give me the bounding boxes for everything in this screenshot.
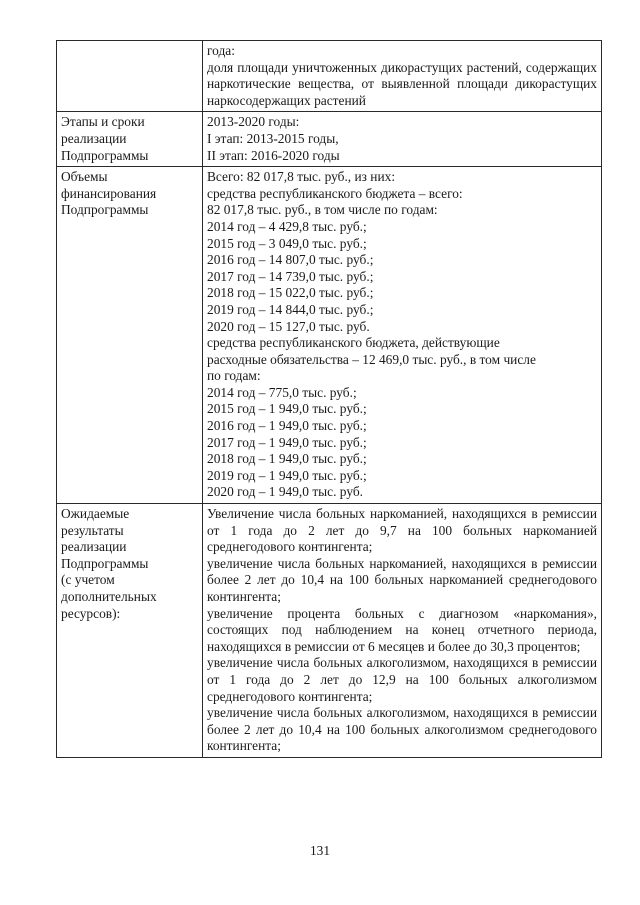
table-row	[57, 41, 602, 112]
content-line: 2014 год – 775,0 тыс. руб.;	[207, 384, 357, 400]
row-content-cell	[203, 167, 602, 504]
content-line: 2017 год – 14 739,0 тыс. руб.;	[207, 268, 374, 284]
content-line: 2015 год – 1 949,0 тыс. руб.;	[207, 401, 367, 417]
content-line: средства республиканского бюджета – всего:	[207, 185, 463, 201]
content-line: по годам:	[207, 368, 261, 384]
passport-table	[56, 40, 602, 758]
page-number: 131	[309, 843, 331, 858]
row-label-line: (с учетом	[61, 572, 115, 588]
row-label-line: Подпрограммы	[61, 202, 149, 218]
content-line: 2020 год – 1 949,0 тыс. руб.	[207, 484, 364, 500]
content-paragraph: Увеличение числа больных наркоманией, находящихся в ремиссии от 1 года до 2 лет до 9,7 на 100 больных наркоманией среднегодового контингента;	[207, 506, 597, 555]
content-line: года:	[207, 43, 235, 58]
row-label-line: финансирования	[61, 185, 157, 201]
table-row	[57, 504, 602, 758]
content-paragraph: увеличение числа больных наркоманией, находящихся в ремиссии более 2 лет до 10,4 на 100 больных наркоманией среднегодового контингента;	[207, 555, 597, 604]
row-label-cell	[57, 167, 203, 504]
content-line: 2017 год – 1 949,0 тыс. руб.;	[207, 434, 367, 450]
content-line: 2018 год – 15 022,0 тыс. руб.;	[207, 285, 374, 301]
row-content-cell	[203, 41, 602, 112]
row-label-line: результаты	[61, 522, 124, 538]
content-line: 2015 год – 3 049,0 тыс. руб.;	[207, 235, 367, 251]
content-line: 2016 год – 1 949,0 тыс. руб.;	[207, 418, 367, 434]
content-line: Всего: 82 017,8 тыс. руб., из них:	[207, 169, 396, 185]
row-label-line: Этапы и сроки	[61, 114, 145, 130]
content-paragraph: доля площади уничтоженных дикорастущих растений, содержащих наркотические вещества, от выявленной площади дикорастущих наркосодержащих растений	[207, 59, 597, 108]
content-line: 2018 год – 1 949,0 тыс. руб.;	[207, 451, 367, 467]
passport-table-body	[57, 41, 602, 758]
row-content-cell	[203, 504, 602, 758]
content-line: средства республиканского бюджета, действующие	[207, 335, 500, 351]
row-label-line: Ожидаемые	[61, 506, 130, 522]
row-label-line: Объемы	[61, 169, 108, 185]
content-line: 2019 год – 1 949,0 тыс. руб.;	[207, 467, 367, 483]
row-label-line: Подпрограммы	[61, 555, 149, 571]
row-label-line: ресурсов):	[61, 605, 121, 621]
content-line: 2019 год – 14 844,0 тыс. руб.;	[207, 301, 374, 317]
row-label-line: Подпрограммы	[61, 147, 149, 163]
content-line: II этап: 2016-2020 годы	[207, 147, 340, 163]
content-paragraph: увеличение числа больных алкоголизмом, находящихся в ремиссии более 2 лет до 10,4 на 100 больных алкоголизмом среднегодового контингента;	[207, 705, 597, 754]
table-row	[57, 167, 602, 504]
content-line: 82 017,8 тыс. руб., в том числе по годам:	[207, 202, 438, 218]
content-line: 2014 год – 4 429,8 тыс. руб.;	[207, 218, 367, 234]
content-line: 2013-2020 годы:	[207, 114, 300, 130]
row-label-cell	[57, 112, 203, 167]
row-label-line: дополнительных	[61, 589, 157, 604]
row-label-cell	[57, 504, 203, 758]
content-line: 2020 год – 15 127,0 тыс. руб.	[207, 318, 370, 334]
content-line: 2016 год – 14 807,0 тыс. руб.;	[207, 252, 374, 268]
content-line: I этап: 2013-2015 годы,	[207, 130, 339, 146]
content-paragraph: увеличение процента больных с диагнозом «наркомания», состоящих под наблюдением на конец отчетного периода, находящихся в ремиссии от 6 месяцев и более до 30,3 процентов;	[207, 605, 597, 654]
content-line: расходные обязательства – 12 469,0 тыс. руб., в том числе	[207, 351, 536, 367]
row-label-line: реализации	[61, 130, 127, 146]
row-label-line: реализации	[61, 539, 127, 555]
row-label-cell	[57, 41, 203, 112]
table-row	[57, 112, 602, 167]
content-paragraph: увеличение числа больных алкоголизмом, находящихся в ремиссии от 1 года до 2 лет до 12,9 на 100 больных алкоголизмом среднегодового контингента;	[207, 655, 597, 704]
row-content-cell	[203, 112, 602, 167]
